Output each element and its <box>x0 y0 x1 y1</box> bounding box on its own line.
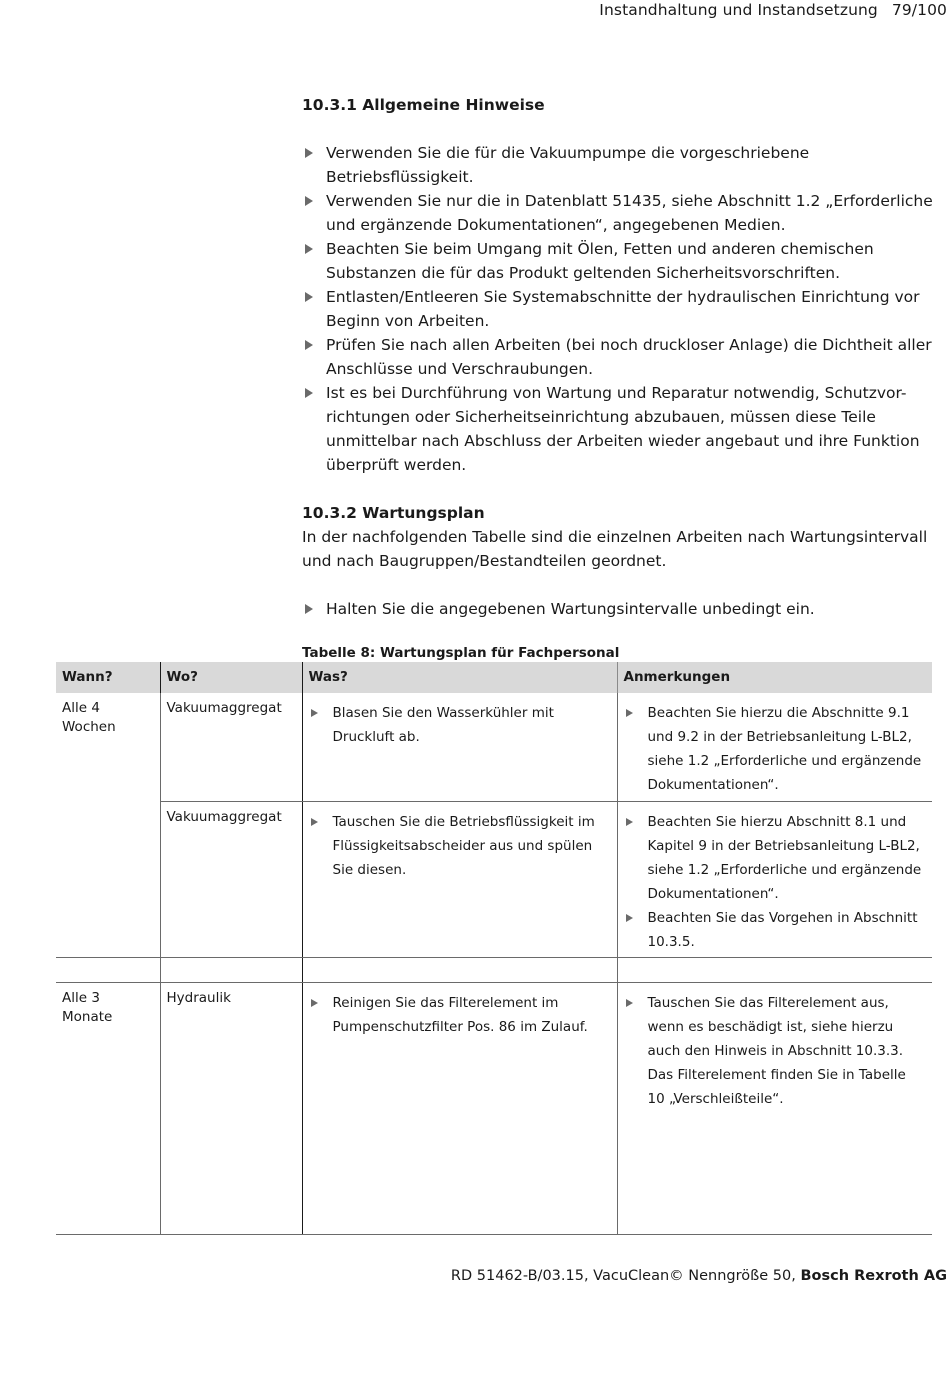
cell-notes <box>617 982 932 1234</box>
cell-what <box>302 801 617 957</box>
cell-what <box>302 982 617 1234</box>
list-item: Entlasten/Entleeren Sie Systemabschnitte der hydraulischen Einrichtung vor Beginn von Arbeiten. <box>302 285 950 333</box>
list-item: Beachten Sie hierzu die Abschnitte 9.1 und 9.2 in der Betriebsanleitung L-BL2, siehe 1.2 „Erforderliche und ergänzende Dokumentationen“. <box>624 701 927 797</box>
section-heading: 10.3.2 Wartungsplan <box>302 504 485 522</box>
triangle-bullet-icon <box>311 999 318 1007</box>
header-title: Instandhaltung und Instandsetzung <box>599 1 878 19</box>
cell-when <box>56 801 160 957</box>
bullet-list <box>302 141 950 477</box>
cell-where: Vakuumaggregat <box>160 693 302 801</box>
table-row <box>56 982 932 1234</box>
cell-notes <box>617 693 932 801</box>
column-header-where: Wo? <box>160 662 302 693</box>
list-item: Ist es bei Durchführung von Wartung und Reparatur notwendig, Schutzvor-richtungen oder Sicherheitseinrichtung abzubauen, müssen diese Teile unmittelbar nach Abschluss der Arbeiten wieder angebaut und ihre Funktion überprüft werden. <box>302 381 950 477</box>
intro-paragraph: In der nachfolgenden Tabelle sind die einzelnen Arbeiten nach Wartungsintervall und nach Baugruppen/Bestandteilen geordnet. <box>302 528 928 570</box>
triangle-bullet-icon <box>305 196 313 206</box>
triangle-bullet-icon <box>305 292 313 302</box>
bullet-list <box>302 597 950 621</box>
table-row <box>56 801 932 957</box>
footer-doc-reference: RD 51462-B/03.15, VacuClean© Nenngröße 50, <box>450 1268 796 1284</box>
cell-notes <box>617 801 932 957</box>
cell-what <box>302 693 617 801</box>
cell-empty <box>56 957 160 982</box>
list-item: Tauschen Sie die Betriebsflüssigkeit im Flüssigkeitsabscheider aus und spülen Sie diesen. <box>309 810 611 882</box>
list-item: Verwenden Sie nur die in Datenblatt 51435, siehe Abschnitt 1.2 „Erforderliche und ergänzende Dokumentationen“, angegebenen Medien. <box>302 189 950 237</box>
cell-empty <box>302 957 617 982</box>
triangle-bullet-icon <box>311 709 318 717</box>
triangle-bullet-icon <box>305 148 313 158</box>
triangle-bullet-icon <box>626 999 633 1007</box>
column-header-when: Wann? <box>56 662 160 693</box>
list-item: Halten Sie die angegebenen Wartungsintervalle unbedingt ein. <box>302 597 950 621</box>
list-item: Beachten Sie beim Umgang mit Ölen, Fetten und anderen chemischen Substanzen die für das Produkt geltenden Sicherheitsvorschriften. <box>302 237 950 285</box>
cell-empty <box>160 957 302 982</box>
section-maintenance-plan <box>302 501 950 621</box>
page-number: 79/100 <box>891 1 947 19</box>
maintenance-table <box>56 662 932 1235</box>
list-item: Verwenden Sie die für die Vakuumpumpe die vorgeschriebene Betriebsflüssigkeit. <box>302 141 950 189</box>
table-spacer-row <box>56 957 932 982</box>
list-item: Beachten Sie hierzu Abschnitt 8.1 und Kapitel 9 in der Betriebsanleitung L-BL2, siehe 1.2 „Erforderliche und ergänzende Dokumentationen“. <box>624 810 927 906</box>
list-item: Beachten Sie das Vorgehen in Abschnitt 10.3.5. <box>624 906 927 954</box>
cell-where: Hydraulik <box>160 982 302 1234</box>
triangle-bullet-icon <box>305 604 313 614</box>
table-row <box>56 693 932 801</box>
list-item: Blasen Sie den Wasserkühler mit Druckluft ab. <box>309 701 611 749</box>
list-item: Reinigen Sie das Filterelement im Pumpenschutzfilter Pos. 86 im Zulauf. <box>309 991 611 1039</box>
cell-when: Alle 3 Monate <box>56 982 160 1234</box>
cell-where: Vakuumaggregat <box>160 801 302 957</box>
triangle-bullet-icon <box>305 340 313 350</box>
list-item: Tauschen Sie das Filterelement aus, wenn es beschädigt ist, siehe hierzu auch den Hinweis in Abschnitt 10.3.3. Das Filterelement finden Sie in Tabelle 10 „Verschleißteile“. <box>624 991 927 1111</box>
cell-when: Alle 4 Wochen <box>62 700 116 735</box>
list-item: Prüfen Sie nach allen Arbeiten (bei noch druckloser Anlage) die Dichtheit aller Anschlüsse und Verschraubungen. <box>302 333 950 381</box>
page-header <box>599 0 947 20</box>
section-heading: 10.3.1 Allgemeine Hinweise <box>302 96 545 114</box>
table-header-row <box>56 662 932 693</box>
column-header-notes: Anmerkungen <box>617 662 932 693</box>
triangle-bullet-icon <box>626 709 633 717</box>
triangle-bullet-icon <box>305 388 313 398</box>
page-footer <box>451 1266 947 1286</box>
triangle-bullet-icon <box>626 914 633 922</box>
footer-company: Bosch Rexroth AG <box>800 1268 947 1284</box>
table-caption: Tabelle 8: Wartungsplan für Fachpersonal <box>302 645 620 661</box>
triangle-bullet-icon <box>311 818 318 826</box>
cell-empty <box>617 957 932 982</box>
triangle-bullet-icon <box>626 818 633 826</box>
section-general-notes <box>302 93 950 477</box>
triangle-bullet-icon <box>305 244 313 254</box>
column-header-what: Was? <box>302 662 617 693</box>
